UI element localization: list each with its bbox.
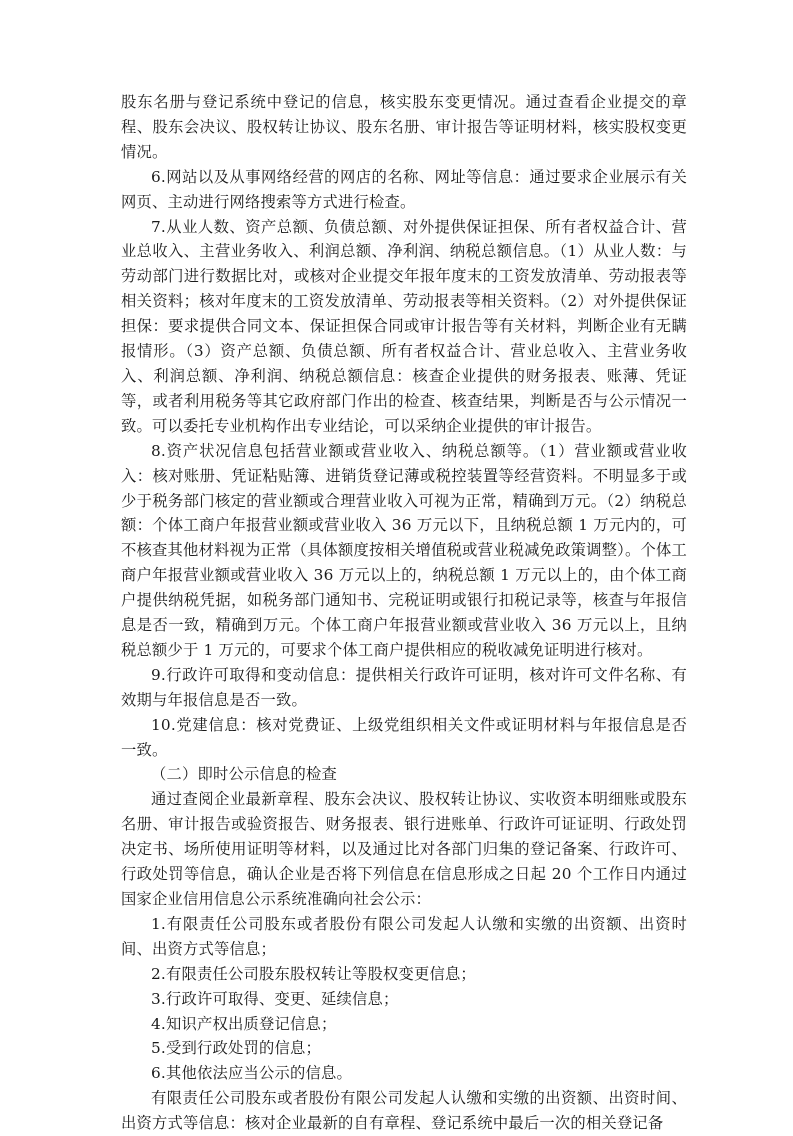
paragraph: 通过查阅企业最新章程、股东会决议、股权转让协议、实收资本明细账或股东名册、审计报告或验资报告、财务报表、银行进账单、行政许可证证明、行政处罚决定书、场所使用证明等材料，以及通过比对各部门归集的登记备案、行政许可、行政处罚等信息，确认企业是否将下列信息在信息形成之日起 20 个工作日内通过国家企业信用信息公示系统准确向社会公示：	[121, 790, 687, 908]
list-item: 2.有限责任公司股东股权转让等股权变更信息；	[151, 964, 476, 983]
paragraph: 股东名册与登记系统中登记的信息，核实股东变更情况。通过查看企业提交的章程、股东会决议、股权转让协议、股东名册、审计报告等证明材料，核实股权变更情况。	[121, 93, 687, 161]
paragraph: 7.从业人数、资产总额、负债总额、对外提供保证担保、所有者权益合计、营业总收入、主营业务收入、利润总额、净利润、纳税总额信息。（1）从业人数：与劳动部门进行数据比对，或核对企业提交年报年度末的工资发放清单、劳动报表等相关资料；核对年度末的工资发放清单、劳动报表等相关资料。（2）对外提供保证担保：要求提供合同文本、保证担保合同或审计报告等有关材料，判断企业有无瞒报情形。（3）资产总额、负债总额、所有者权益合计、营业总收入、主营业务收入、利润总额、净利润、纳税总额信息：核查企业提供的财务报表、账薄、凭证等，或者利用税务等其它政府部门作出的检查、核查结果，判断是否与公示情况一致。可以委托专业机构作出专业结论，可以采纳企业提供的审计报告。	[121, 217, 687, 435]
document-page	[121, 90, 687, 1136]
list-item: 4.知识产权出质登记信息；	[151, 1014, 337, 1033]
section-heading: （二）即时公示信息的检查	[151, 765, 337, 784]
paragraph: 有限责任公司股东或者股份有限公司发起人认缴和实缴的出资额、出资时间、出资方式等信息：核对企业最新的自有章程、登记系统中最后一次的相关登记备	[121, 1089, 687, 1133]
paragraph: 10.党建信息：核对党费证、上级党组织相关文件或证明材料与年报信息是否一致。	[121, 715, 687, 759]
list-item: 6.其他依法应当公示的信息。	[151, 1064, 352, 1083]
paragraph: 6.网站以及从事网络经营的网店的名称、网址等信息：通过要求企业展示有关网页、主动进行网络搜索等方式进行检查。	[121, 167, 687, 211]
list-item: 5.受到行政处罚的信息；	[151, 1039, 321, 1058]
list-item: 3.行政许可取得、变更、延续信息；	[151, 989, 399, 1008]
list-item: 1.有限责任公司股东或者股份有限公司发起人认缴和实缴的出资额、出资时间、出资方式等信息；	[121, 914, 687, 958]
paragraph: 9.行政许可取得和变动信息：提供相关行政许可证明，核对许可文件名称、有效期与年报信息是否一致。	[121, 665, 687, 709]
paragraph: 8.资产状况信息包括营业额或营业收入、纳税总额等。（1）营业额或营业收入：核对账册、凭证粘贴簿、进销货登记薄或税控装置等经营资料。不明显多于或少于税务部门核定的营业额或合理营业收入可视为正常，精确到万元。（2）纳税总额：个体工商户年报营业额或营业收入 36 万元以下，且纳税总额 1 万元内的，可不核查其他材料视为正常（具体额度按相关增值税或营业税减免政策调整）。个体工商户年报营业额或营业收入 36 万元以上的，纳税总额 1 万元以上的，由个体工商户提供纳税凭据，如税务部门通知书、完税证明或银行扣税记录等，核查与年报信息是否一致，精确到万元。个体工商户年报营业额或营业收入 36 万元以上，且纳税总额少于 1 万元的，可要求个体工商户提供相应的税收减免证明进行核对。	[121, 441, 687, 659]
